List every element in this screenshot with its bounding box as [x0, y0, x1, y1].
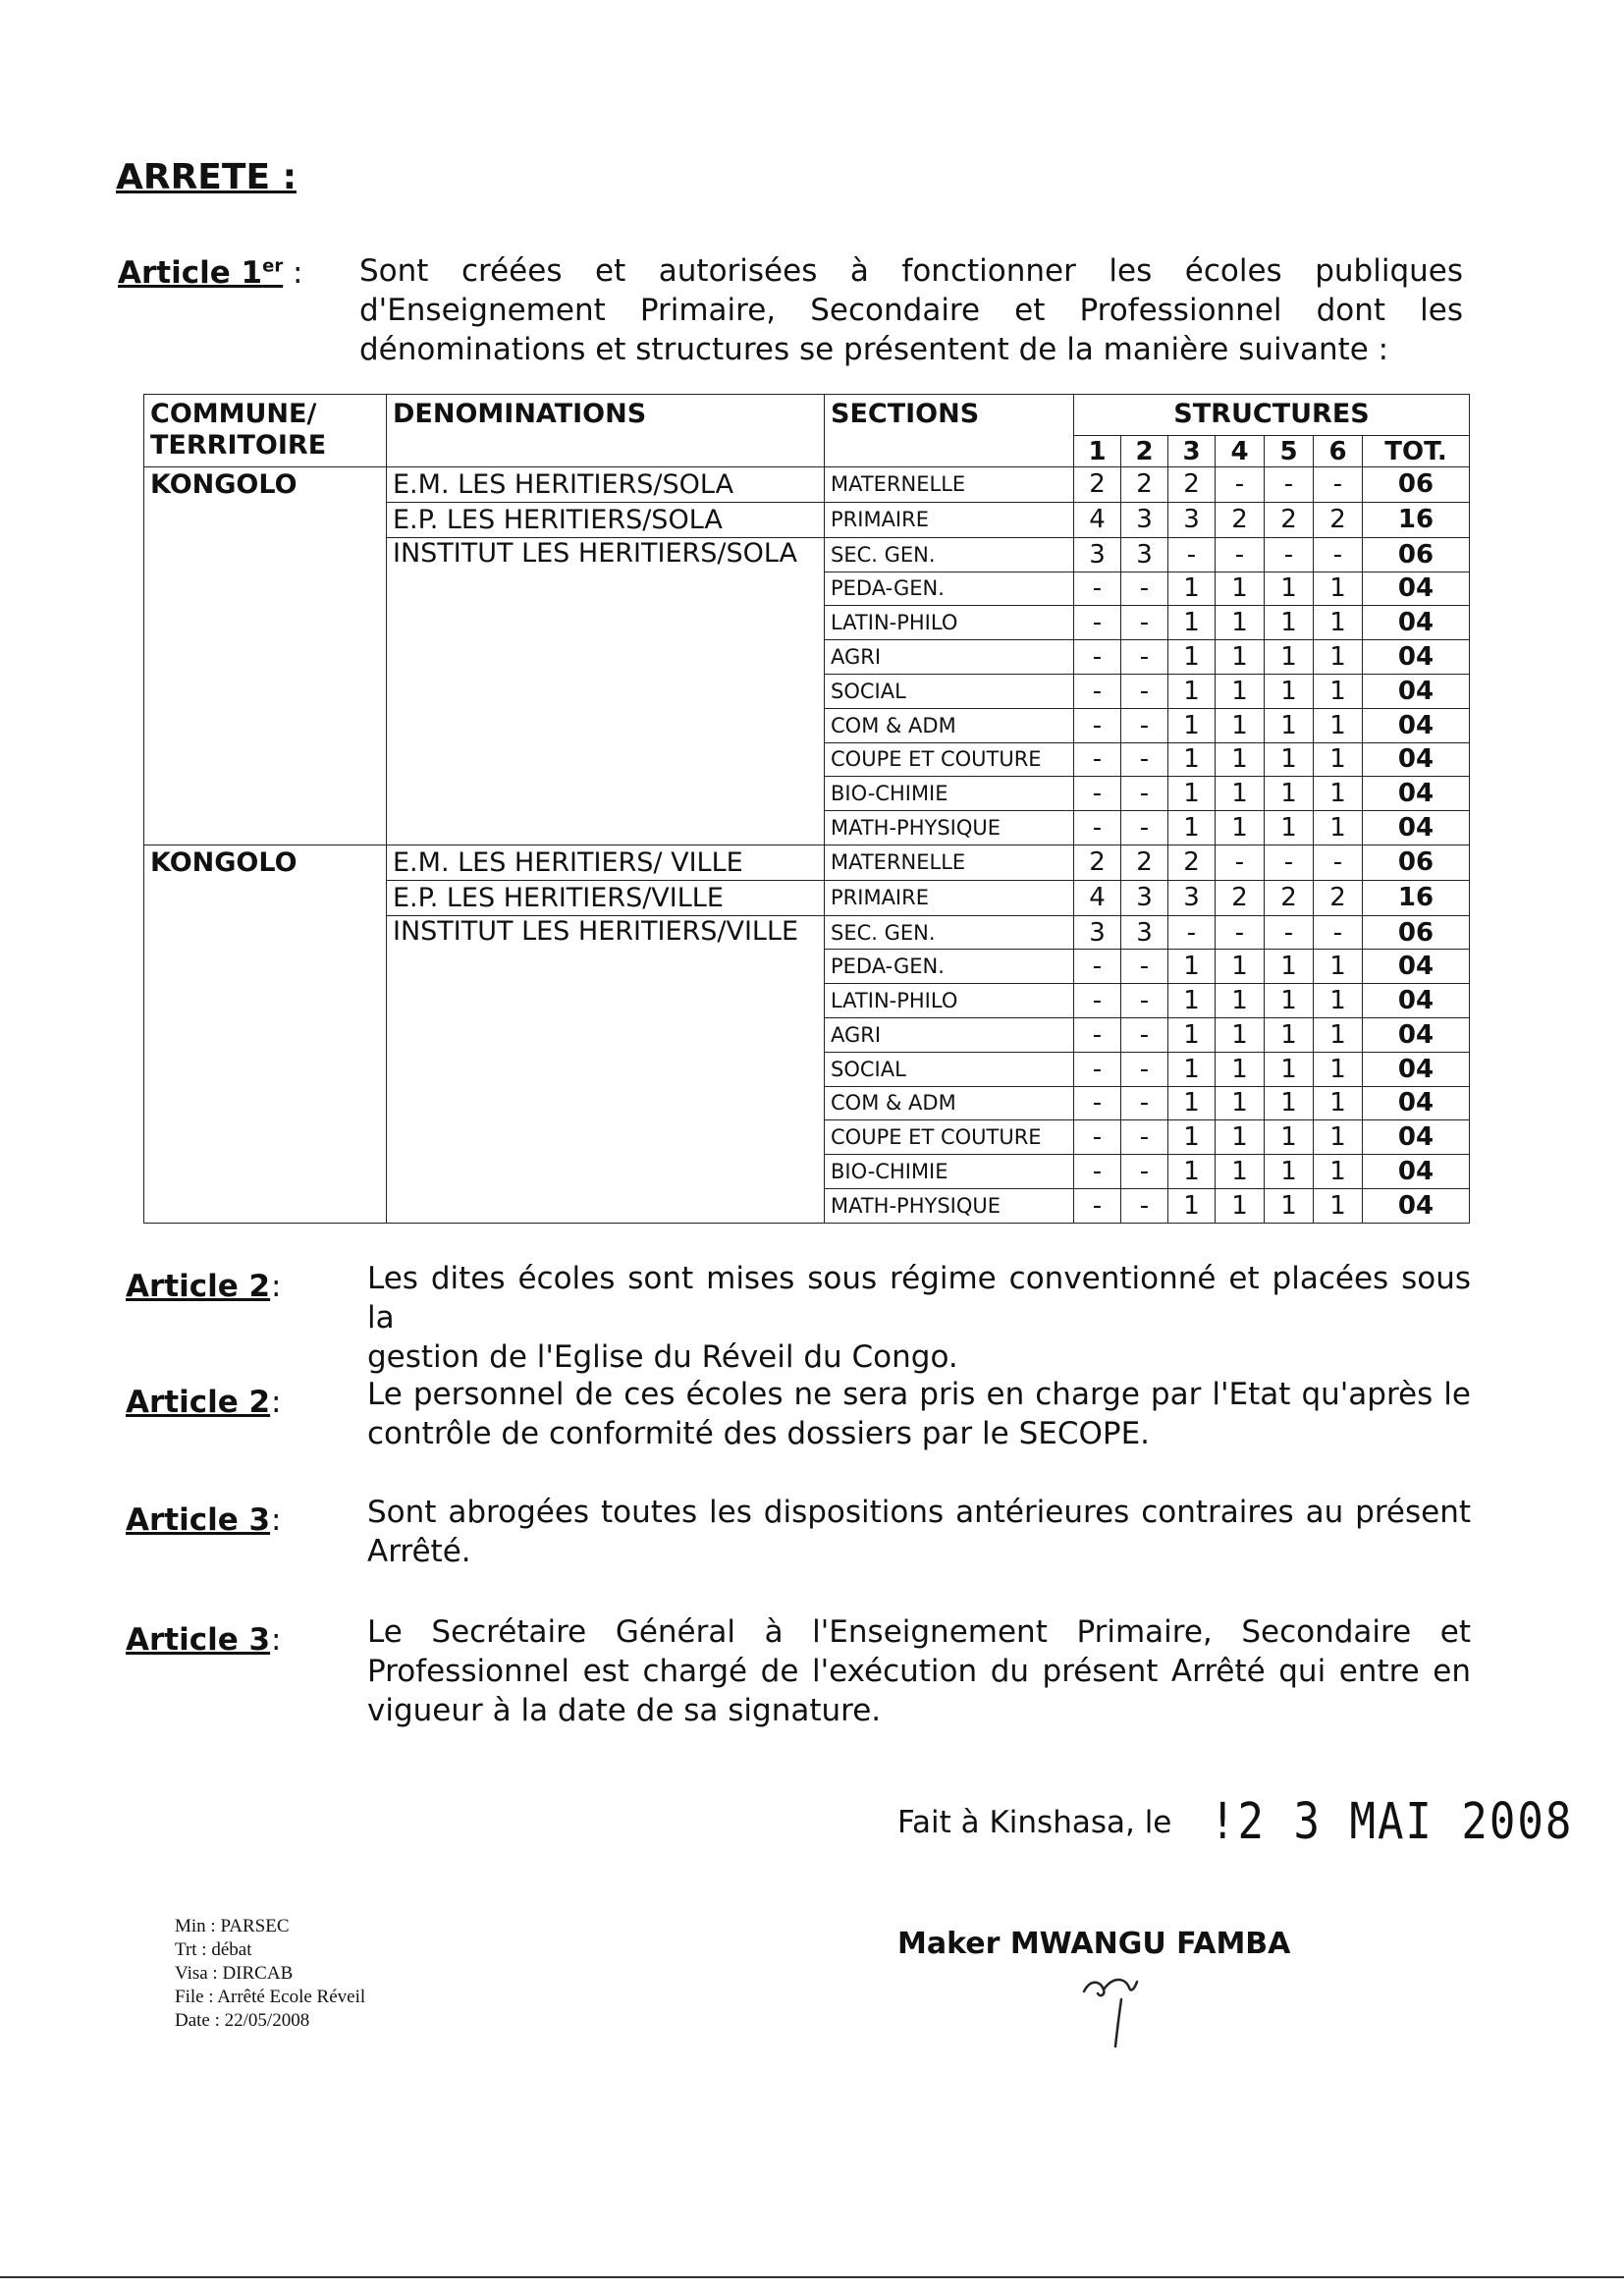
section-cell: COM & ADM [825, 1086, 1074, 1120]
level-value-cell: 1 [1314, 1120, 1363, 1155]
level-value-cell: 2 [1168, 845, 1216, 880]
article-colon: : [271, 1502, 282, 1538]
total-cell: 04 [1363, 984, 1470, 1018]
level-value-cell: 1 [1265, 1188, 1314, 1223]
level-value-cell: 2 [1168, 467, 1216, 503]
article-text: Les dites écoles sont mises sous régime conventionné et placées sous la gestion de l'Eglise du Réveil du Congo. [367, 1261, 1471, 1375]
level-value-cell: 4 [1074, 880, 1121, 915]
total-cell: 04 [1363, 811, 1470, 845]
level-value-cell: - [1074, 1120, 1121, 1155]
level-value-cell: 1 [1314, 1052, 1363, 1086]
table-row [144, 467, 1470, 503]
level-value-cell: 2 [1121, 467, 1168, 503]
level-value-cell: 1 [1216, 811, 1265, 845]
level-value-cell: - [1121, 1120, 1168, 1155]
heading: ARRETE : [116, 157, 297, 197]
level-value-cell: - [1074, 1086, 1121, 1120]
level-value-cell: 1 [1314, 742, 1363, 777]
level-value-cell: 4 [1074, 502, 1121, 537]
section-cell: SOCIAL [825, 1052, 1074, 1086]
level-value-cell: 2 [1265, 880, 1314, 915]
level-value-cell: 3 [1121, 502, 1168, 537]
level-value-cell: - [1121, 1155, 1168, 1189]
level-header: 2 [1121, 436, 1168, 467]
level-value-cell: 1 [1314, 1155, 1363, 1189]
commune-cell: KONGOLO [144, 845, 387, 1223]
level-value-cell: 1 [1314, 950, 1363, 984]
level-value-cell: 1 [1168, 984, 1216, 1018]
level-value-cell: - [1121, 811, 1168, 845]
level-value-cell: - [1168, 537, 1216, 572]
section-cell: COUPE ET COUTURE [825, 1120, 1074, 1155]
total-cell: 04 [1363, 1188, 1470, 1223]
level-value-cell: 1 [1216, 1086, 1265, 1120]
total-cell: 04 [1363, 777, 1470, 811]
level-value-cell: 1 [1314, 1086, 1363, 1120]
level-value-cell: - [1074, 674, 1121, 708]
article-text: Sont créées et autorisées à fonctionner les écoles publiques d'Enseignement Primaire, Secondaire et Professionnel dont les dénominations et structures se présentent de la manière suivante : [359, 253, 1463, 367]
article-colon: : [271, 1622, 282, 1658]
total-cell: 04 [1363, 1086, 1470, 1120]
level-value-cell: 1 [1168, 742, 1216, 777]
level-value-cell: - [1265, 845, 1314, 880]
level-value-cell: 1 [1314, 674, 1363, 708]
total-cell: 16 [1363, 502, 1470, 537]
section-cell: SEC. GEN. [825, 915, 1074, 950]
article-label: Article 2 [126, 1385, 271, 1420]
level-value-cell: 1 [1265, 572, 1314, 606]
denomination-cell: E.M. LES HERITIERS/ VILLE [387, 845, 825, 880]
level-value-cell: 2 [1314, 502, 1363, 537]
level-value-cell: 1 [1168, 1120, 1216, 1155]
level-header: 5 [1265, 436, 1314, 467]
level-value-cell: - [1074, 1052, 1121, 1086]
section-cell: BIO-CHIMIE [825, 1155, 1074, 1189]
level-value-cell: 1 [1216, 984, 1265, 1018]
level-value-cell: - [1074, 1018, 1121, 1053]
level-value-cell: - [1074, 1188, 1121, 1223]
section-cell: COM & ADM [825, 708, 1074, 742]
total-cell: 04 [1363, 1018, 1470, 1053]
structures-header: STRUCTURES [1074, 395, 1470, 436]
level-value-cell: 1 [1216, 1018, 1265, 1053]
level-value-cell: 1 [1314, 1188, 1363, 1223]
level-value-cell: 1 [1168, 1155, 1216, 1189]
total-header: TOT. [1363, 436, 1470, 467]
section-cell: LATIN-PHILO [825, 984, 1074, 1018]
level-value-cell: - [1074, 742, 1121, 777]
level-value-cell: 1 [1168, 1188, 1216, 1223]
total-cell: 04 [1363, 1155, 1470, 1189]
level-value-cell: 1 [1216, 674, 1265, 708]
level-value-cell: - [1074, 572, 1121, 606]
level-value-cell: 1 [1168, 1018, 1216, 1053]
level-value-cell: 1 [1265, 1086, 1314, 1120]
section-cell: AGRI [825, 1018, 1074, 1053]
level-value-cell: - [1121, 1188, 1168, 1223]
article-label: Article 1er [118, 255, 284, 291]
total-cell: 04 [1363, 640, 1470, 675]
section-cell: PEDA-GEN. [825, 950, 1074, 984]
level-value-cell: 1 [1216, 1188, 1265, 1223]
level-value-cell: 3 [1121, 915, 1168, 950]
level-value-cell: - [1121, 606, 1168, 640]
level-value-cell: 1 [1168, 674, 1216, 708]
section-cell: BIO-CHIMIE [825, 777, 1074, 811]
level-value-cell: 1 [1314, 984, 1363, 1018]
article-label: Article 2 [126, 1269, 271, 1304]
level-value-cell: - [1121, 1018, 1168, 1053]
level-value-cell: - [1121, 984, 1168, 1018]
level-value-cell: 1 [1265, 708, 1314, 742]
table-body [144, 467, 1470, 1224]
commune-header: COMMUNE/ TERRITOIRE [144, 395, 387, 467]
level-value-cell: 1 [1314, 777, 1363, 811]
total-cell: 04 [1363, 572, 1470, 606]
level-value-cell: 2 [1216, 502, 1265, 537]
level-value-cell: 1 [1314, 572, 1363, 606]
level-value-cell: - [1314, 467, 1363, 503]
level-value-cell: 1 [1265, 1120, 1314, 1155]
level-header: 3 [1168, 436, 1216, 467]
level-value-cell: 1 [1265, 984, 1314, 1018]
level-value-cell: 2 [1314, 880, 1363, 915]
level-value-cell: - [1074, 950, 1121, 984]
level-value-cell: 1 [1168, 708, 1216, 742]
level-value-cell: 1 [1265, 606, 1314, 640]
section-cell: MATERNELLE [825, 845, 1074, 880]
level-header: 1 [1074, 436, 1121, 467]
level-value-cell: 1 [1168, 640, 1216, 675]
level-value-cell: 1 [1168, 1086, 1216, 1120]
level-value-cell: - [1216, 845, 1265, 880]
article-label: Article 3 [126, 1502, 271, 1538]
level-value-cell: 1 [1216, 640, 1265, 675]
level-value-cell: 1 [1216, 1155, 1265, 1189]
level-value-cell: 1 [1265, 1018, 1314, 1053]
article-text: Le Secrétaire Général à l'Enseignement Primaire, Secondaire et Professionnel est chargé de l'exécution du présent Arrêté qui entre en vigueur à la date de sa signature. [367, 1614, 1471, 1728]
level-value-cell: 3 [1074, 537, 1121, 572]
denomination-cell: E.P. LES HERITIERS/SOLA [387, 502, 825, 537]
commune-cell: KONGOLO [144, 467, 387, 845]
section-cell: MATH-PHYSIQUE [825, 811, 1074, 845]
article-label: Article 3 [126, 1622, 271, 1658]
level-value-cell: 1 [1216, 950, 1265, 984]
level-value-cell: 1 [1216, 742, 1265, 777]
total-cell: 16 [1363, 880, 1470, 915]
total-cell: 04 [1363, 674, 1470, 708]
level-value-cell: 1 [1168, 950, 1216, 984]
level-value-cell: - [1121, 1086, 1168, 1120]
level-value-cell: - [1121, 674, 1168, 708]
level-value-cell: 2 [1265, 502, 1314, 537]
level-value-cell: - [1074, 811, 1121, 845]
level-value-cell: 3 [1168, 502, 1216, 537]
level-value-cell: 1 [1265, 742, 1314, 777]
level-value-cell: - [1074, 984, 1121, 1018]
level-value-cell: 3 [1168, 880, 1216, 915]
section-cell: LATIN-PHILO [825, 606, 1074, 640]
total-cell: 04 [1363, 708, 1470, 742]
total-cell: 04 [1363, 1120, 1470, 1155]
section-cell: PEDA-GEN. [825, 572, 1074, 606]
total-cell: 04 [1363, 950, 1470, 984]
signature-mark [1070, 1974, 1159, 2052]
signer-name: Maker MWANGU FAMBA [897, 1927, 1291, 1961]
level-value-cell: - [1216, 915, 1265, 950]
level-value-cell: - [1074, 1155, 1121, 1189]
level-value-cell: - [1074, 640, 1121, 675]
level-value-cell: 2 [1074, 467, 1121, 503]
level-value-cell: - [1265, 915, 1314, 950]
article-colon: : [293, 255, 303, 291]
sections-header: SECTIONS [825, 395, 1074, 467]
structures-table [143, 394, 1470, 1224]
level-value-cell: - [1314, 915, 1363, 950]
level-value-cell: - [1314, 845, 1363, 880]
level-value-cell: - [1074, 708, 1121, 742]
denomination-cell: INSTITUT LES HERITIERS/SOLA [387, 537, 825, 845]
total-cell: 04 [1363, 1052, 1470, 1086]
level-value-cell: - [1265, 467, 1314, 503]
level-value-cell: - [1121, 572, 1168, 606]
level-value-cell: - [1121, 1052, 1168, 1086]
section-cell: SOCIAL [825, 674, 1074, 708]
level-value-cell: 1 [1265, 674, 1314, 708]
level-value-cell: 1 [1314, 811, 1363, 845]
section-cell: COUPE ET COUTURE [825, 742, 1074, 777]
level-value-cell: 1 [1216, 777, 1265, 811]
article-text: Sont abrogées toutes les dispositions antérieures contraires au présent Arrêté. [367, 1495, 1471, 1569]
level-value-cell: 1 [1168, 1052, 1216, 1086]
level-value-cell: 1 [1168, 606, 1216, 640]
level-value-cell: 1 [1216, 572, 1265, 606]
level-value-cell: 1 [1265, 950, 1314, 984]
level-value-cell: 1 [1265, 811, 1314, 845]
level-value-cell: 1 [1216, 708, 1265, 742]
denomination-cell: E.M. LES HERITIERS/SOLA [387, 467, 825, 503]
section-cell: AGRI [825, 640, 1074, 675]
total-cell: 06 [1363, 845, 1470, 880]
level-value-cell: 1 [1216, 1052, 1265, 1086]
level-value-cell: 1 [1168, 572, 1216, 606]
place-date-label: Fait à Kinshasa, le [897, 1805, 1172, 1840]
bottom-rule [0, 2276, 1624, 2278]
level-value-cell: - [1121, 777, 1168, 811]
level-header: 6 [1314, 436, 1363, 467]
level-value-cell: 1 [1265, 1155, 1314, 1189]
section-cell: PRIMAIRE [825, 502, 1074, 537]
article-text: Le personnel de ces écoles ne sera pris en charge par l'Etat qu'après le contrôle de conformité des dossiers par le SECOPE. [367, 1377, 1471, 1451]
level-value-cell: - [1121, 742, 1168, 777]
date-stamp: !2 3 MAI 2008 [1210, 1793, 1574, 1851]
level-value-cell: 1 [1314, 1018, 1363, 1053]
level-value-cell: - [1074, 777, 1121, 811]
level-value-cell: - [1074, 606, 1121, 640]
level-value-cell: 1 [1216, 606, 1265, 640]
level-value-cell: 1 [1265, 777, 1314, 811]
level-value-cell: 3 [1121, 880, 1168, 915]
level-value-cell: 1 [1168, 811, 1216, 845]
level-value-cell: 2 [1074, 845, 1121, 880]
total-cell: 04 [1363, 742, 1470, 777]
level-value-cell: 1 [1314, 708, 1363, 742]
denomination-cell: INSTITUT LES HERITIERS/VILLE [387, 915, 825, 1223]
meta-block: Min : PARSEC Trt : débat Visa : DIRCAB File : Arrêté Ecole Réveil Date : 22/05/2008 [175, 1916, 366, 2031]
level-value-cell: 1 [1314, 640, 1363, 675]
total-cell: 06 [1363, 537, 1470, 572]
level-value-cell: - [1265, 537, 1314, 572]
level-value-cell: 3 [1121, 537, 1168, 572]
total-cell: 04 [1363, 606, 1470, 640]
level-value-cell: - [1121, 708, 1168, 742]
section-cell: MATH-PHYSIQUE [825, 1188, 1074, 1223]
total-cell: 06 [1363, 467, 1470, 503]
level-value-cell: - [1314, 537, 1363, 572]
level-value-cell: - [1121, 640, 1168, 675]
level-value-cell: 1 [1314, 606, 1363, 640]
level-value-cell: - [1216, 467, 1265, 503]
level-value-cell: 2 [1121, 845, 1168, 880]
denominations-header: DENOMINATIONS [387, 395, 825, 467]
section-cell: PRIMAIRE [825, 880, 1074, 915]
section-cell: SEC. GEN. [825, 537, 1074, 572]
level-value-cell: - [1216, 537, 1265, 572]
level-value-cell: - [1121, 950, 1168, 984]
level-value-cell: 1 [1168, 777, 1216, 811]
level-value-cell: 1 [1265, 640, 1314, 675]
table-row [144, 845, 1470, 880]
article-colon: : [271, 1269, 282, 1304]
denomination-cell: E.P. LES HERITIERS/VILLE [387, 880, 825, 915]
level-value-cell: 1 [1265, 1052, 1314, 1086]
level-value-cell: 2 [1216, 880, 1265, 915]
level-value-cell: 3 [1074, 915, 1121, 950]
total-cell: 06 [1363, 915, 1470, 950]
level-value-cell: 1 [1216, 1120, 1265, 1155]
section-cell: MATERNELLE [825, 467, 1074, 503]
level-header: 4 [1216, 436, 1265, 467]
article-colon: : [271, 1385, 282, 1420]
level-value-cell: - [1168, 915, 1216, 950]
